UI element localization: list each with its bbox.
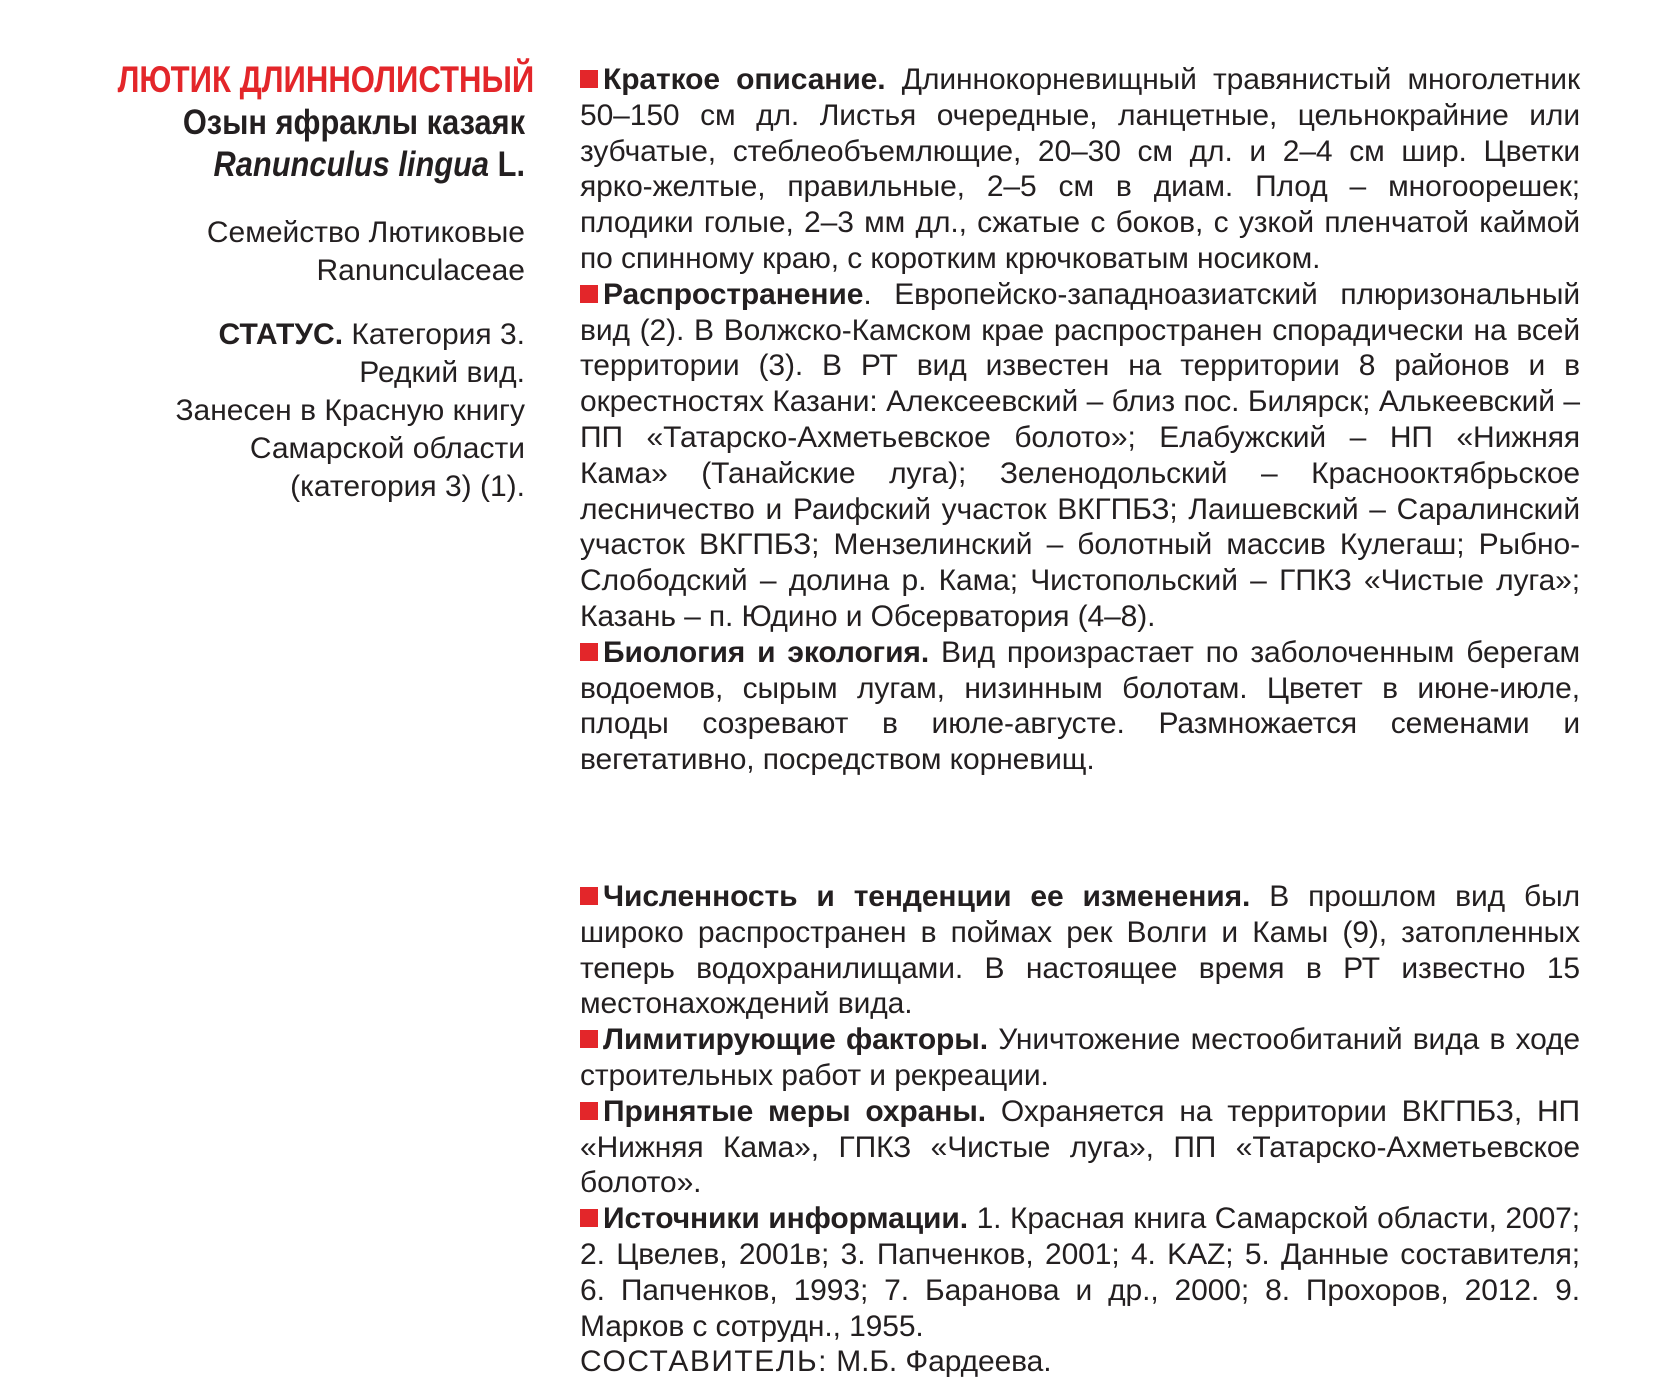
section-heading: Численность и тенденции ее изменения. [603,879,1251,913]
red-square-marker-icon [580,70,598,88]
red-square-marker-icon [580,1030,598,1048]
section-heading: Биология и экология. [603,635,930,669]
section-text: В прошлом вид был широко распространен в поймах рек Волги и Камы (9), затопленных теперь водохранилищами. В настоящее время в РТ известно 15 местонахождений вида. [580,879,1580,1021]
species-russian-name: ЛЮТИК ДЛИННОЛИСТНЫЙ [117,59,535,100]
red-square-marker-icon [580,1102,598,1120]
section-heading: Распространение [603,277,864,311]
species-latin-title [98,144,525,186]
red-square-marker-icon [580,1209,598,1227]
section-text: Охраняется на территории ВКГПБЗ, НП «Нижняя Кама», ГПКЗ «Чистые луга», ПП «Татарско-Ахметьевское болото». [580,1094,1580,1200]
section-population [580,879,1580,1022]
section-text: Уничтожение местообитаний вида в ходе строительных работ и рекреации. [580,1023,1580,1092]
section-heading: Принятые меры охраны. [603,1094,987,1128]
species-latin-author: L. [497,145,525,184]
section-text: Длиннокорневищный травянистый многолетник 50–150 см дл. Листья очередные, ланцетные, цельнокрайние или зубчатые, стеблеобъемлющие, 20–30 см дл. и 2–4 см шир. Цветки ярко-желтые, правильные, 2–5 см в диам. Плод – многоорешек; плодики голые, 2–3 мм дл., сжатые с боков, с узкой пленчатой каймой по спинному краю, с коротким крючковатым носиком. [580,63,1580,275]
red-square-marker-icon [580,643,598,661]
section-biology [580,635,1580,778]
section-protection [580,1094,1580,1201]
species-tatar-name: Озын яфраклы казаяк [182,103,525,142]
section-text: Вид произрастает по заболоченным берегам водоемов, сырым лугам, низинным болотам. Цветет в июне-июле, плоды созревают в июле-августе. Размножается семенами и вегетативно, посредством корневищ. [580,635,1580,777]
compiler-name: М.Б. Фардеева. [836,1345,1052,1379]
red-square-marker-icon [580,887,598,905]
family-latin: Ranunculaceae [316,254,525,287]
red-square-marker-icon [580,285,598,303]
status-redbook-line1: Занесен в Красную книгу [175,394,525,427]
section-heading: Краткое описание. [603,63,886,96]
section-text: . Европейско-западноазиатский плюризональный вид (2). В Волжско-Камском крае распространен спорадически на всей территории (3). В РТ вид известен на территории 8 районов и в окрестностях Казани: Алексеевский – близ пос. Билярск; Алькеевский – ПП «Татарско-Ахметьевское болото»; Елабужский – НП «Нижняя Кама» (Танайские луга); Зеленодольский – Краснооктябрьское лесничество и Раифский участок ВКГПБЗ; Лаишевский – Саралинский участок ВКГПБЗ; Мензелинский – болотный массив Кулегаш; Рыбно-Слободский – долина р. Кама; Чистопольский – ГПКЗ «Чистые луга»; Казань – п. Юдино и Обсерватория (4–8). [580,277,1580,633]
section-text: 1. Красная книга Самарской области, 2007; 2. Цвелев, 2001в; 3. Папченков, 2001; 4. KAZ; 5. Данные составителя; 6. Папченков, 1993; 7. Баранова и др., 2000; 8. Прохоров, 2012. 9. Марков с сотрудн., 1955. [580,1202,1580,1343]
status-rare: Редкий вид. [359,356,525,389]
compiler-label: СОСТАВИТЕЛЬ: [580,1345,828,1379]
status-redbook-line2: Самарской области [249,432,525,465]
status-category-line [40,316,525,354]
section-sources [580,1201,1580,1344]
status-redbook-line3: (категория 3) (1). [290,470,525,503]
species-latin-name: Ranunculus lingua [213,145,490,184]
family-russian: Семейство Лютиковые [206,216,525,249]
section-distribution [580,277,1580,635]
species-header [40,58,535,506]
status-category: Категория 3. [351,318,525,351]
status-block [40,316,525,506]
section-gap [580,778,1580,879]
article-body [580,62,1580,1380]
compiler-line [580,1344,1580,1380]
family-block [40,214,525,290]
status-label: СТАТУС. [218,318,344,351]
section-heading: Источники информации. [603,1202,968,1236]
section-description [580,62,1580,277]
section-heading: Лимитирующие факторы. [603,1023,989,1057]
section-limiting-factors [580,1022,1580,1094]
